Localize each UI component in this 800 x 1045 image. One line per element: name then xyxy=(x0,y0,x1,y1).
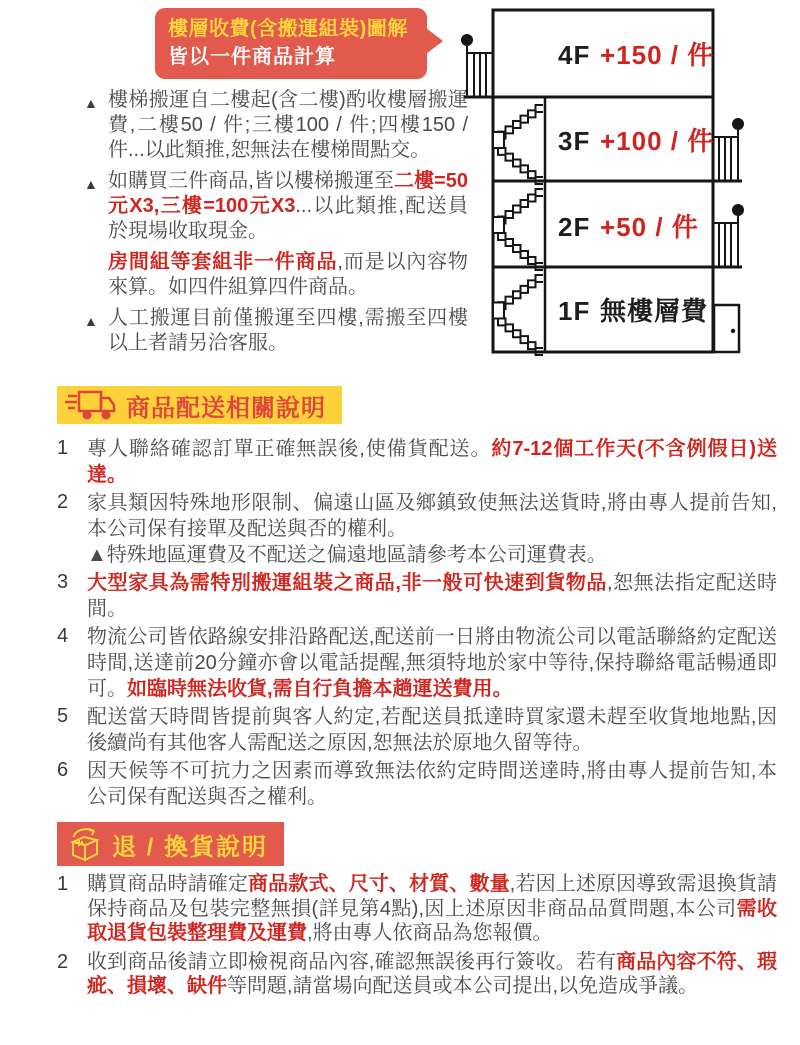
item-text-highlight: 如臨時無法收貨,需自行負擔本趟運送費用。 xyxy=(127,678,513,700)
note-text: ,而是以內容物來算。如四件組算四件商品。 xyxy=(108,251,468,298)
returns-items xyxy=(57,872,777,1003)
truck-icon xyxy=(65,387,119,423)
floor-fee: 無樓層費 xyxy=(600,296,709,326)
callout-arrow-icon xyxy=(426,28,443,54)
note-text: 如購買三件商品,皆以樓梯搬運至 xyxy=(108,170,394,192)
floor-fee-diagram xyxy=(450,0,760,365)
list-item xyxy=(57,570,777,622)
item-number: 3 xyxy=(57,571,69,593)
returns-section-banner xyxy=(57,822,284,866)
railing-2f-icon xyxy=(713,204,744,267)
list-item xyxy=(57,950,777,999)
item-number: 2 xyxy=(57,950,69,973)
note-text-highlight: 二樓=50元X3,三樓=100元X3 xyxy=(108,170,468,217)
item-text: 配送當天時間皆提前與客人約定,若配送員抵達時買家還未趕至收貨地地點,因後續尚有其他客人需配送之原因,恕無法於原地久留等待。 xyxy=(87,706,777,754)
list-item xyxy=(57,436,777,488)
item-text-highlight: 商品內容不符、瑕疵、損壞、缺件 xyxy=(87,950,778,997)
item-text: 等問題,請當場向配送員或本公司提出,以免造成爭議。 xyxy=(227,975,699,997)
callout-title: 樓層收費(含搬運組裝)圖解 xyxy=(168,18,408,40)
list-item xyxy=(84,250,468,300)
triangle-bullet-icon: ▲ xyxy=(84,176,98,192)
item-number: 4 xyxy=(57,625,69,647)
item-number: 5 xyxy=(57,705,69,727)
list-item xyxy=(57,872,777,946)
empty-bullet xyxy=(84,250,108,300)
floor-label: 3F xyxy=(558,126,591,156)
floor-diagram-svg xyxy=(450,0,760,365)
item-text: 家具類因特殊地形限制、偏遠山區及鄉鎮致使無法送貨時,將由專人提前告知,本公司保有接單及配送與否的權利。 xyxy=(87,492,777,540)
list-item xyxy=(57,490,777,568)
item-text: ,將由專人依商品為您報價。 xyxy=(307,922,553,944)
floor-fee: +100 / 件 xyxy=(600,126,715,156)
item-text: 專人聯絡確認訂單正確無誤後,使備貨配送。 xyxy=(87,438,492,460)
item-text: 因天候等不可抗力之因素而導致無法依約定時間送達時,將由專人提前告知,本公司保有配送與否之權利。 xyxy=(87,760,777,808)
note-text: 樓梯搬運自二樓起(含二樓)酌收樓層搬運費,二樓50 / 件;三樓100 / 件;四樓150 / 件...以此類推,恕無法在樓梯間點交。 xyxy=(108,89,468,161)
section-title: 商品配送相關說明 xyxy=(126,394,326,422)
item-text: 物流公司皆依路線安排沿路配送,配送前一日將由物流公司以電話聯絡約定配送時間,送達前20分鐘亦會以電話提醒,無須特地於家中等待,保持聯絡電話暢通即可。 xyxy=(87,626,777,700)
list-item xyxy=(84,306,468,356)
section-title: 退 / 換貨說明 xyxy=(112,833,269,861)
list-item xyxy=(84,169,468,244)
floor-fee: +50 / 件 xyxy=(600,212,699,242)
item-subnote: ▲特殊地區運費及不配送之偏遠地區請參考本公司運費表。 xyxy=(87,544,607,566)
item-number: 6 xyxy=(57,759,69,781)
railing-4f-icon xyxy=(461,34,493,97)
delivery-items xyxy=(57,436,777,812)
list-item xyxy=(57,624,777,702)
floor-fee-callout xyxy=(155,8,427,79)
floor-label: 2F xyxy=(558,212,591,242)
note-text: ...以此類推,配送員於現場收取現金。 xyxy=(108,195,469,242)
package-return-arrow-icon xyxy=(67,825,103,863)
floor-fee: +150 / 件 xyxy=(600,40,715,70)
door-icon xyxy=(714,305,739,352)
item-text-highlight: 大型家具為需特別搬運組裝之商品,非一般可快速到貨物品 xyxy=(87,572,607,594)
railing-3f-icon xyxy=(713,118,744,181)
item-text: 收到商品後請立即檢視商品內容,確認無誤後再行簽收。若有 xyxy=(87,950,617,973)
item-text-highlight: 需收取退貨包裝整理費及運費 xyxy=(87,897,778,944)
item-text-highlight: 約7-12個工作天(不含例假日)送達。 xyxy=(87,438,777,486)
floor-label: 1F xyxy=(558,296,591,326)
item-number: 1 xyxy=(57,873,69,895)
delivery-section-banner xyxy=(57,386,342,424)
list-item xyxy=(57,758,777,810)
item-number: 2 xyxy=(57,491,69,513)
item-text: ,若因上述原因導致需退換貨請保持商品及包裝完整無損(詳見第4點),因上述原因非商品品質問題,本公司 xyxy=(87,873,778,920)
list-item xyxy=(57,704,777,756)
item-number: 1 xyxy=(57,437,69,459)
item-text: 購買商品時請確定 xyxy=(87,873,249,895)
item-text: ,恕無法指定配送時間。 xyxy=(87,572,777,620)
list-item xyxy=(84,88,468,163)
triangle-bullet-icon: ▲ xyxy=(84,95,98,111)
item-text-highlight: 商品款式、尺寸、材質、數量 xyxy=(248,873,510,895)
callout-subtitle: 皆以一件商品計算 xyxy=(168,46,336,68)
triangle-bullet-icon: ▲ xyxy=(84,313,98,329)
note-text-highlight: 房間組等套組非一件商品 xyxy=(108,251,338,273)
stair-fee-notes xyxy=(84,88,468,362)
note-text: 人工搬運目前僅搬運至四樓,需搬至四樓以上者請另洽客服。 xyxy=(108,307,468,354)
floor-label: 4F xyxy=(558,40,591,70)
